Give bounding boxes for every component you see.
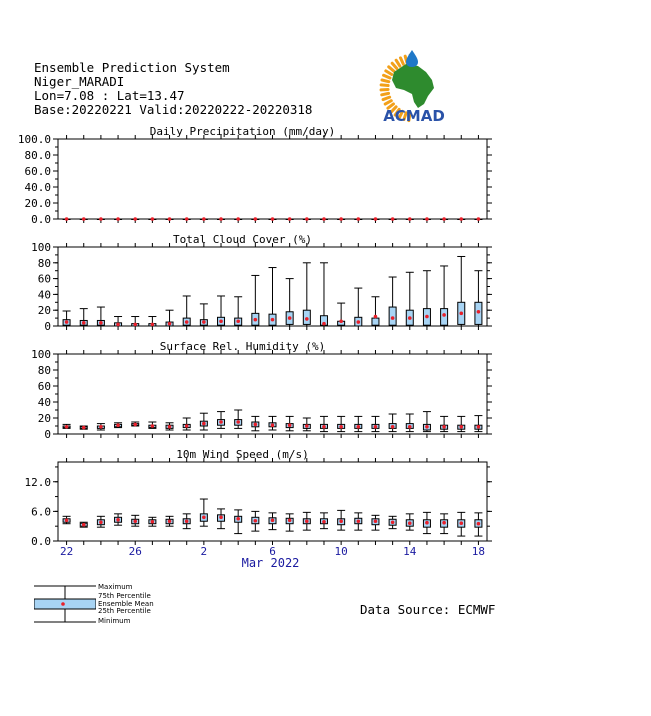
- legend-box-icon: [34, 584, 96, 624]
- mean-marker: [357, 217, 361, 221]
- mean-marker: [374, 425, 378, 429]
- mean-marker: [288, 423, 292, 427]
- box-day-11: [251, 416, 259, 430]
- mean-marker: [408, 316, 412, 320]
- box-day-20: [406, 414, 414, 432]
- mean-marker: [459, 312, 463, 316]
- data-source: Data Source: ECMWF: [360, 602, 496, 617]
- box-day-9: [217, 217, 225, 221]
- mean-marker: [391, 316, 395, 320]
- mean-marker: [82, 426, 86, 430]
- legend-maximum: Maximum: [98, 583, 133, 591]
- mean-marker: [82, 217, 86, 221]
- box-day-16: [337, 416, 345, 431]
- box-day-4: [131, 317, 139, 327]
- box-day-19: [389, 414, 397, 432]
- box-day-13: [286, 217, 294, 221]
- mean-marker: [82, 523, 86, 527]
- box-day-16: [337, 303, 345, 326]
- mean-marker: [185, 424, 189, 428]
- legend-minimum: Minimum: [98, 617, 131, 625]
- y-tick-label: 20.0: [24, 197, 51, 210]
- mean-marker: [339, 519, 343, 523]
- box-day-16: [337, 217, 345, 221]
- box-day-17: [354, 513, 362, 530]
- mean-marker: [339, 217, 343, 221]
- box-day-18: [371, 515, 379, 530]
- box-day-7: [183, 296, 191, 326]
- mean-marker: [236, 517, 240, 521]
- x-tick-label: 18: [471, 545, 486, 558]
- box-day-5: [148, 422, 156, 428]
- box-day-18: [371, 416, 379, 431]
- mean-marker: [374, 519, 378, 523]
- mean-marker: [271, 318, 275, 322]
- box-day-14: [303, 217, 311, 221]
- mean-marker: [271, 518, 275, 522]
- box-day-10: [234, 510, 242, 534]
- box-day-12: [269, 513, 277, 530]
- box-day-24: [474, 271, 482, 326]
- mean-marker: [99, 321, 103, 325]
- box-day-13: [286, 514, 294, 531]
- mean-marker: [459, 425, 463, 429]
- header-coordinates: Lon=7.08 : Lat=13.47: [34, 88, 185, 103]
- month-label: Mar 2022: [241, 556, 300, 570]
- mean-marker: [202, 516, 206, 520]
- box-day-23: [457, 416, 465, 431]
- mean-marker: [339, 425, 343, 429]
- box-day-21: [423, 412, 431, 432]
- box-day-19: [389, 217, 397, 221]
- mean-marker: [391, 520, 395, 524]
- box-day-2: [97, 217, 105, 221]
- mean-marker: [151, 323, 155, 327]
- box-day-14: [303, 418, 311, 431]
- box-day-6: [166, 516, 174, 526]
- box-day-17: [354, 416, 362, 431]
- box-day-23: [457, 217, 465, 221]
- box-day-24: [474, 416, 482, 432]
- mean-marker: [322, 425, 326, 429]
- y-tick-label: 80.0: [24, 149, 51, 162]
- mean-marker: [168, 217, 172, 221]
- mean-marker: [151, 520, 155, 524]
- mean-marker: [357, 425, 361, 429]
- mean-marker: [254, 423, 258, 427]
- mean-marker: [305, 519, 309, 523]
- box-day-20: [406, 272, 414, 326]
- x-tick-label: 2: [200, 545, 208, 558]
- mean-marker: [168, 519, 172, 523]
- box-day-19: [389, 277, 397, 326]
- y-tick-label: 40: [37, 396, 51, 409]
- box-day-13: [286, 279, 294, 326]
- box-day-2: [97, 307, 105, 326]
- mean-marker: [116, 217, 120, 221]
- mean-marker: [168, 322, 172, 326]
- box-day-4: [131, 217, 139, 221]
- box-day-0: [63, 217, 71, 221]
- iqr-box: [441, 309, 448, 326]
- box-day-15: [320, 263, 328, 326]
- mean-marker: [288, 316, 292, 320]
- box-day-12: [269, 217, 277, 221]
- x-tick-label: 26: [128, 545, 142, 558]
- box-day-5: [148, 317, 156, 327]
- mean-marker: [168, 425, 172, 429]
- box-day-0: [63, 516, 71, 523]
- box-day-22: [440, 514, 448, 534]
- y-tick-label: 100.0: [17, 133, 51, 146]
- mean-marker: [185, 320, 189, 324]
- mean-marker: [425, 521, 429, 525]
- mean-marker: [219, 217, 223, 221]
- mean-marker: [288, 217, 292, 221]
- box-day-12: [269, 268, 277, 326]
- box-day-0: [63, 311, 71, 326]
- header-dates: Base:20220221 Valid:20220222-20220318: [34, 102, 313, 117]
- box-day-4: [131, 422, 139, 426]
- legend-25th: 25th Percentile: [98, 607, 151, 615]
- box-day-10: [234, 297, 242, 326]
- legend-mean: Ensemble Mean: [98, 600, 154, 608]
- mean-marker: [425, 425, 429, 429]
- mean-marker: [99, 217, 103, 221]
- y-tick-label: 100: [31, 348, 51, 361]
- mean-marker: [82, 321, 86, 325]
- y-tick-label: 40.0: [24, 181, 51, 194]
- box-day-8: [200, 499, 208, 526]
- box-day-3: [114, 514, 122, 525]
- mean-marker: [477, 217, 481, 221]
- box-day-14: [303, 512, 311, 530]
- x-tick-label: 22: [59, 545, 74, 558]
- mean-marker: [442, 425, 446, 429]
- box-day-15: [320, 513, 328, 529]
- mean-marker: [219, 516, 223, 520]
- box-day-13: [286, 416, 294, 430]
- mean-marker: [65, 320, 69, 324]
- mean-marker: [477, 425, 481, 429]
- box-day-20: [406, 514, 414, 530]
- mean-marker: [374, 315, 378, 319]
- box-day-16: [337, 510, 345, 530]
- box-day-7: [183, 217, 191, 221]
- legend-75th: 75th Percentile: [98, 592, 151, 600]
- mean-marker: [305, 317, 309, 321]
- box-day-14: [303, 263, 311, 326]
- box-day-17: [354, 288, 362, 326]
- mean-marker: [133, 423, 137, 427]
- mean-marker: [322, 322, 326, 326]
- box-day-19: [389, 516, 397, 528]
- mean-marker: [477, 522, 481, 526]
- header-title: Ensemble Prediction System: [34, 60, 230, 75]
- x-tick-label: 10: [334, 545, 348, 558]
- box-day-11: [251, 275, 259, 326]
- mean-marker: [116, 323, 120, 327]
- mean-marker: [151, 424, 155, 428]
- mean-marker: [185, 519, 189, 523]
- iqr-box: [372, 318, 379, 325]
- x-tick-label: 6: [269, 545, 276, 558]
- panel-title: Surface Rel. Humidity (%): [159, 340, 326, 353]
- box-day-10: [234, 410, 242, 428]
- panel-2: [31, 233, 492, 333]
- box-day-11: [251, 217, 259, 221]
- y-tick-label: 80: [37, 364, 51, 377]
- y-tick-label: 100: [31, 241, 51, 254]
- box-day-22: [440, 416, 448, 431]
- mean-marker: [185, 217, 189, 221]
- mean-marker: [151, 217, 155, 221]
- mean-marker: [288, 518, 292, 522]
- mean-marker: [425, 217, 429, 221]
- box-day-8: [200, 413, 208, 430]
- mean-marker: [408, 425, 412, 429]
- box-day-23: [457, 256, 465, 326]
- mean-marker: [254, 519, 258, 523]
- mean-marker: [305, 217, 309, 221]
- box-day-9: [217, 296, 225, 326]
- box-day-10: [234, 217, 242, 221]
- panel-4: [25, 448, 493, 548]
- box-day-6: [166, 217, 174, 221]
- mean-marker: [65, 518, 69, 522]
- panel-1: [18, 125, 492, 226]
- box-day-21: [423, 271, 431, 326]
- mean-marker: [254, 318, 258, 322]
- mean-marker: [459, 217, 463, 221]
- box-day-1: [80, 217, 88, 221]
- box-day-24: [474, 513, 482, 536]
- mean-marker: [425, 315, 429, 319]
- mean-marker: [408, 521, 412, 525]
- mean-marker: [236, 420, 240, 424]
- y-tick-label: 60.0: [24, 165, 51, 178]
- box-day-22: [440, 217, 448, 221]
- box-day-23: [457, 512, 465, 536]
- mean-marker: [99, 425, 103, 429]
- box-day-9: [217, 412, 225, 429]
- box-day-8: [200, 217, 208, 221]
- mean-marker: [322, 520, 326, 524]
- mean-marker: [339, 319, 343, 323]
- mean-marker: [236, 319, 240, 323]
- box-day-6: [166, 423, 174, 430]
- mean-marker: [357, 519, 361, 523]
- mean-marker: [65, 425, 69, 429]
- box-day-24: [474, 217, 482, 221]
- box-day-6: [166, 310, 174, 326]
- box-day-3: [114, 317, 122, 327]
- mean-marker: [65, 217, 69, 221]
- mean-marker: [374, 217, 378, 221]
- mean-marker: [202, 422, 206, 426]
- mean-marker: [271, 423, 275, 427]
- box-day-5: [148, 517, 156, 526]
- plot-frame: [58, 139, 487, 219]
- box-day-11: [251, 511, 259, 531]
- mean-marker: [254, 217, 258, 221]
- box-day-4: [131, 515, 139, 526]
- box-day-21: [423, 512, 431, 533]
- y-tick-label: 40: [37, 288, 51, 302]
- box-day-3: [114, 217, 122, 221]
- y-tick-label: 80: [37, 256, 51, 270]
- mean-marker: [133, 519, 137, 523]
- box-day-1: [80, 309, 88, 326]
- mean-marker: [305, 424, 309, 428]
- y-tick-label: 60: [37, 380, 51, 393]
- mean-marker: [477, 310, 481, 314]
- mean-marker: [116, 423, 120, 427]
- box-day-9: [217, 509, 225, 529]
- header-location: Niger_MARADI: [34, 74, 125, 89]
- mean-marker: [391, 217, 395, 221]
- mean-marker: [442, 313, 446, 317]
- box-day-5: [148, 217, 156, 221]
- box-day-3: [114, 423, 122, 428]
- box-day-22: [440, 266, 448, 326]
- mean-marker: [219, 319, 223, 323]
- y-tick-label: 0.0: [31, 535, 51, 548]
- box-day-0: [63, 424, 71, 428]
- box-day-7: [183, 418, 191, 430]
- mean-marker: [133, 217, 137, 221]
- y-tick-label: 6.0: [31, 505, 51, 519]
- y-tick-label: 20: [37, 304, 51, 318]
- box-day-12: [269, 416, 277, 430]
- mean-marker: [391, 425, 395, 429]
- y-tick-label: 0.0: [31, 213, 51, 226]
- mean-marker: [133, 323, 137, 327]
- box-day-21: [423, 217, 431, 221]
- panel-title: Daily Precipitation (mm/day): [149, 125, 336, 138]
- y-tick-label: 0: [44, 320, 51, 333]
- y-tick-label: 12.0: [24, 475, 51, 489]
- box-day-20: [406, 217, 414, 221]
- box-day-15: [320, 416, 328, 431]
- box-day-1: [80, 426, 88, 430]
- box-day-8: [200, 304, 208, 326]
- mean-marker: [202, 320, 206, 324]
- mean-marker: [442, 521, 446, 525]
- y-tick-label: 0: [44, 428, 51, 441]
- box-day-18: [371, 217, 379, 221]
- y-tick-label: 60: [37, 272, 51, 286]
- mean-marker: [202, 217, 206, 221]
- mean-marker: [442, 217, 446, 221]
- mean-marker: [357, 320, 361, 324]
- mean-marker: [99, 520, 103, 524]
- box-day-2: [97, 424, 105, 430]
- box-day-7: [183, 514, 191, 529]
- iqr-box: [389, 307, 396, 325]
- mean-marker: [236, 217, 240, 221]
- panel-title: Total Cloud Cover (%): [172, 233, 313, 246]
- mean-marker: [459, 521, 463, 525]
- mean-marker: [116, 518, 120, 522]
- box-day-2: [97, 516, 105, 527]
- panel-title: 10m Wind Speed (m/s): [176, 448, 309, 461]
- panel-3: [31, 340, 492, 441]
- logo-text: ACMAD: [383, 107, 445, 125]
- mean-marker: [271, 217, 275, 221]
- mean-marker: [219, 420, 223, 424]
- box-day-18: [371, 297, 379, 326]
- mean-marker: [408, 217, 412, 221]
- box-day-17: [354, 217, 362, 221]
- box-day-15: [320, 217, 328, 221]
- mean-marker: [322, 217, 326, 221]
- x-tick-label: 14: [403, 545, 417, 558]
- box-day-1: [80, 522, 88, 527]
- y-tick-label: 20: [37, 412, 51, 425]
